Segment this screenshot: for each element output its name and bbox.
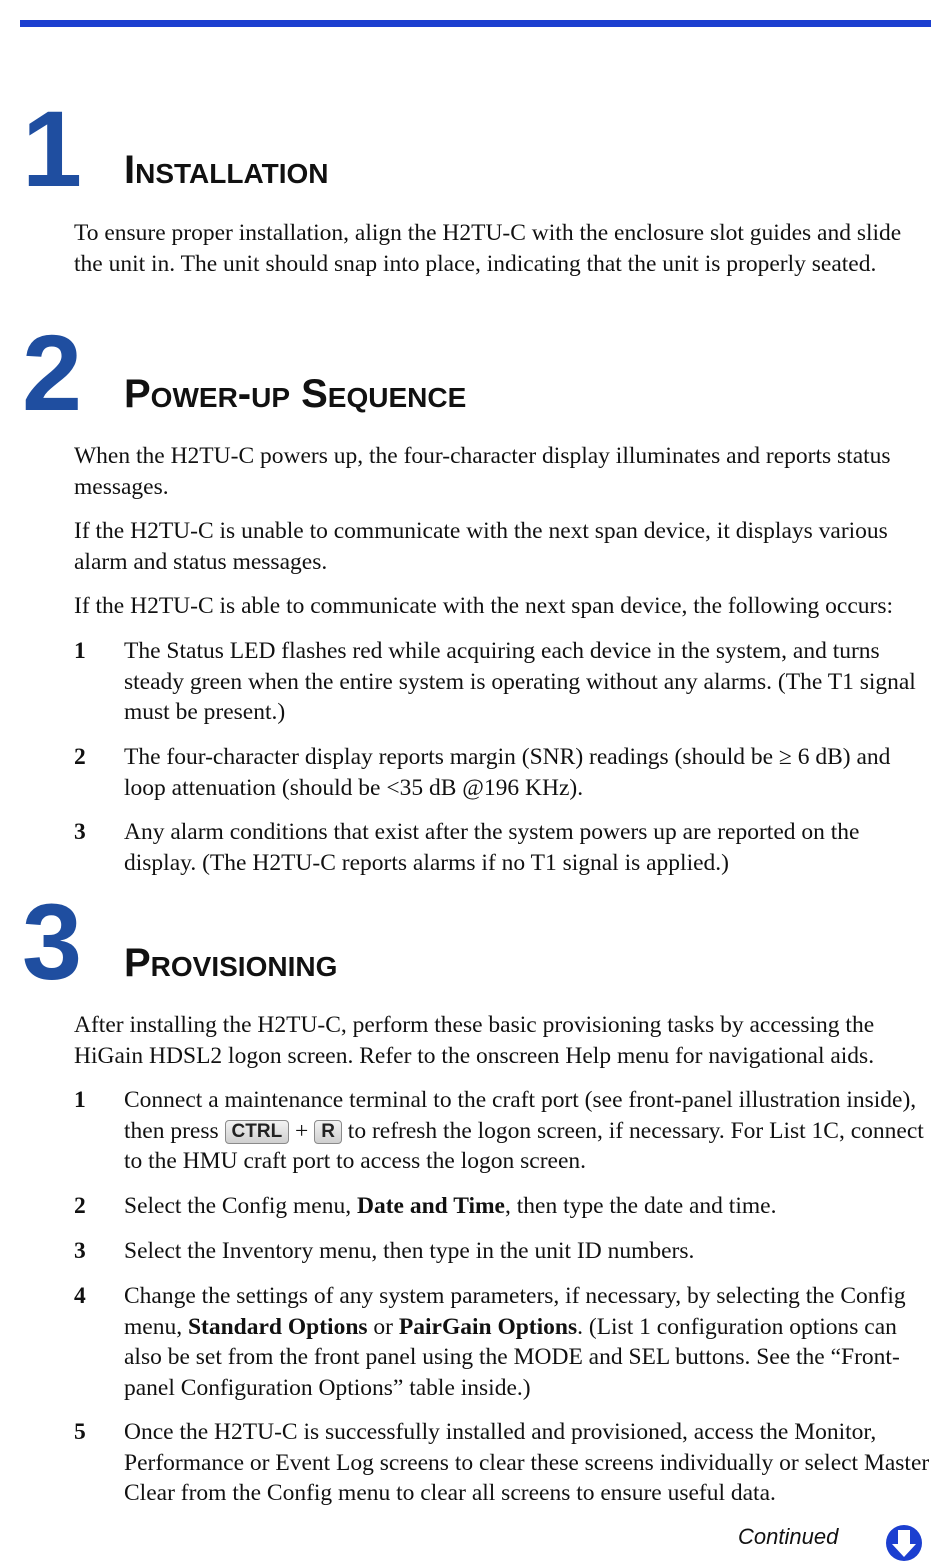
step-text-part: , then type the date and time.: [504, 1193, 777, 1219]
step-text-part: Change the settings of any system parameters, if necessary, by selecting the Config menu,: [124, 1283, 906, 1340]
paragraph: If the H2TU-C is able to communicate with the next span device, the following occurs:: [74, 593, 894, 619]
list-item: [74, 636, 932, 728]
section-title: Provisioning: [124, 941, 338, 985]
list-item: [74, 1281, 932, 1403]
paragraph: If the H2TU-C is unable to communicate with the next span device, it displays various alarm and status messages.: [74, 518, 888, 575]
list-item: [74, 742, 932, 803]
paragraph: After installing the H2TU-C, perform these basic provisioning tasks by accessing the HiGain HDSL2 logon screen. Refer to the onscreen Help menu for navigational aids.: [74, 1012, 875, 1069]
list-item: [74, 1236, 932, 1267]
section-title: Power-up Sequence: [124, 372, 467, 416]
section-number: 1: [22, 88, 81, 209]
paragraph: When the H2TU-C powers up, the four-character display illuminates and reports status messages.: [74, 443, 891, 500]
step-number: 2: [74, 1193, 86, 1219]
step-number: 1: [74, 1087, 86, 1113]
section-number: 3: [22, 881, 81, 1002]
step-number: 2: [74, 744, 86, 770]
step-text: [124, 1281, 932, 1403]
ctrl-key: CTRL: [225, 1120, 290, 1144]
list-item: [74, 1191, 932, 1222]
step-text-part: . (List 1 configuration options can also be set from the front panel using the MODE and SEL buttons. See the “Front-panel Configuration Options” table inside.): [124, 1313, 900, 1401]
step-text-part: or: [367, 1313, 399, 1340]
r-key: R: [314, 1120, 342, 1144]
step-number: 3: [74, 1238, 86, 1264]
step-number: 1: [74, 638, 86, 664]
list-item: [74, 1417, 932, 1509]
plus-sign: +: [295, 1117, 309, 1144]
section-1-header: [22, 88, 922, 209]
step-number: 4: [74, 1283, 86, 1309]
down-arrow-circle-icon[interactable]: [885, 1524, 923, 1562]
step-text: Select the Inventory menu, then type in the unit ID numbers.: [124, 1238, 695, 1264]
top-rule: [20, 20, 931, 27]
list-item: [74, 817, 932, 878]
paragraph: To ensure proper installation, align the H2TU-C with the enclosure slot guides and slide the unit in. The unit should snap into place, indicating that the unit is properly seated.: [74, 220, 902, 277]
step-text: Once the H2TU-C is successfully installed and provisioned, access the Monitor, Performance or Event Log screens to clear these screens individually or select Master Clear from the Config menu to clear all screens to ensure useful data.: [124, 1419, 930, 1506]
section-3-header: [22, 881, 922, 1002]
step-text-part: Connect a maintenance terminal to the craft port (see front-panel illustration inside), then press: [124, 1087, 917, 1144]
step-text: [124, 1191, 932, 1222]
step-text: The Status LED flashes red while acquiring each device in the system, and turns steady green when the entire system is operating without any alarms. (The T1 signal must be present.): [124, 638, 916, 725]
step-text: Any alarm conditions that exist after the system powers up are reported on the display. (The H2TU-C reports alarms if no T1 signal is applied.): [124, 819, 860, 876]
list-item: [74, 1085, 932, 1177]
continued-label: Continued: [738, 1524, 839, 1549]
menu-option-date-and-time: Date and Time: [357, 1193, 505, 1219]
section-title: Installation: [124, 148, 329, 192]
section-2-header: [22, 312, 922, 433]
menu-option-standard-options: Standard Options: [187, 1313, 368, 1340]
step-text: [124, 1085, 932, 1177]
step-number: 3: [74, 819, 86, 845]
step-number: 5: [74, 1419, 86, 1445]
step-text-part: Select the Config menu,: [124, 1193, 357, 1219]
menu-option-pairgain-options: PairGain Options: [398, 1313, 578, 1340]
section-number: 2: [22, 312, 81, 433]
step-text: The four-character display reports margin (SNR) readings (should be ≥ 6 dB) and loop attenuation (should be <35 dB @196 KHz).: [124, 744, 891, 801]
step-text-part: to refresh the logon screen, if necessary. For List 1C, connect to the HMU craft port to access the logon screen.: [124, 1117, 924, 1174]
